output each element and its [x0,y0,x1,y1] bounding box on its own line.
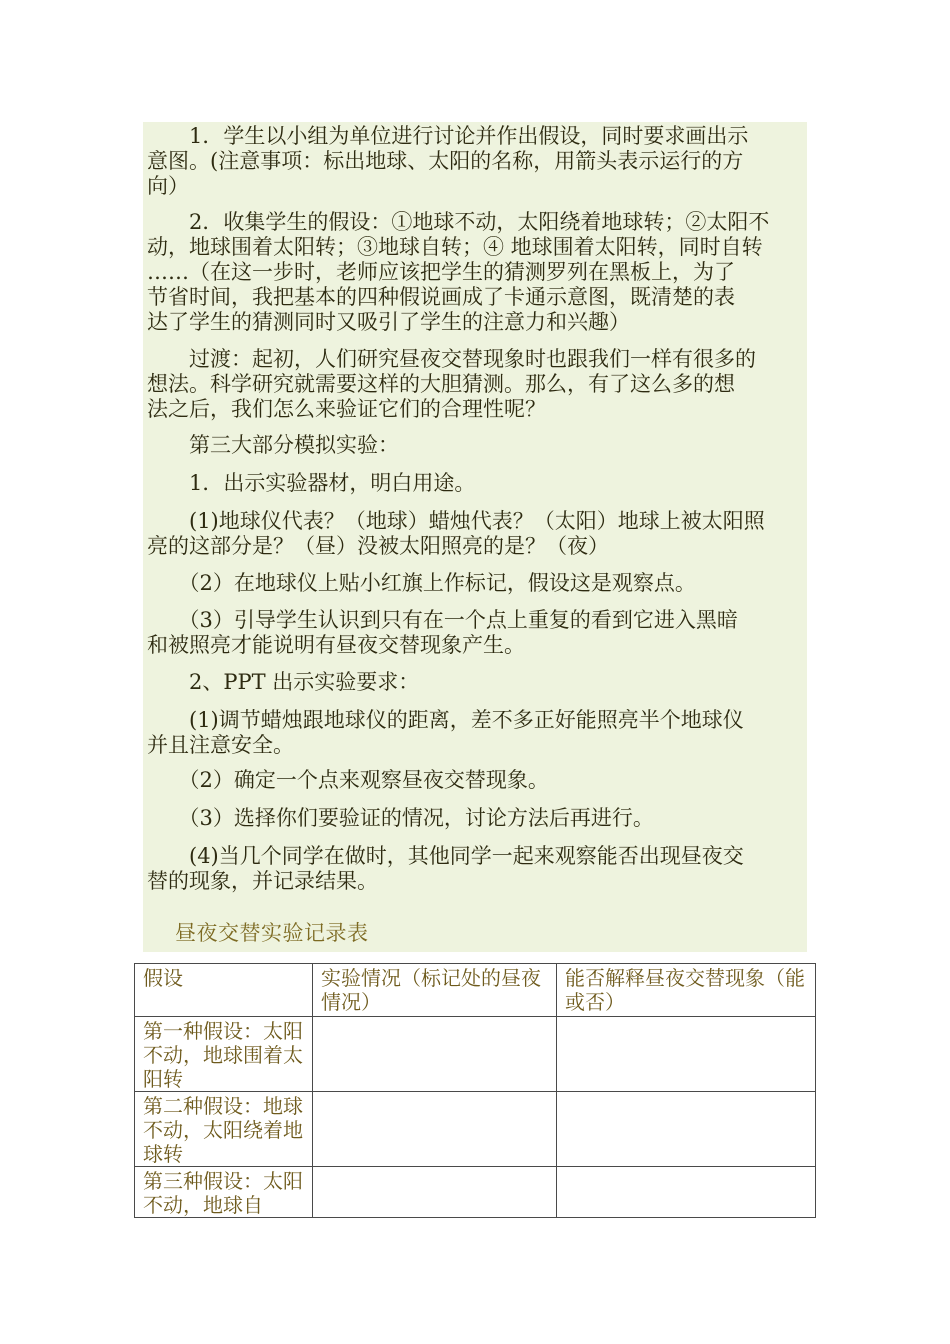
paragraph-part-three-title [147,433,807,458]
explain-cell [557,1167,816,1218]
text-line: 意图。(注意事项：标出地球、太阳的名称，用箭头表示运行的方 [147,149,744,173]
result-cell [313,1092,557,1167]
result-cell [313,1167,557,1218]
table-header-row [135,964,816,1017]
paragraph-choose-point [147,768,807,793]
paragraph-collect-hypotheses [147,210,807,335]
paragraph-show-equipment [147,471,807,496]
text-line: 法之后，我们怎么来验证它们的合理性呢？ [147,397,546,421]
explain-cell [557,1017,816,1092]
table-row [135,1092,816,1167]
text-line: (4)当几个同学在做时，其他同学一起来观察能否出现昼夜交 [147,844,744,868]
text-line: 并且注意安全。 [147,733,294,757]
text-line: 向） [147,174,189,198]
hypothesis-cell: 第三种假设：太阳不动，地球自 [135,1167,313,1218]
text-line: 过渡：起初，人们研究昼夜交替现象时也跟我们一样有很多的 [147,347,756,371]
paragraph-choose-case [147,806,807,831]
hypothesis-cell: 第二种假设：地球不动，太阳绕着地球转 [135,1092,313,1167]
paragraph-group-hypothesis-step [147,124,807,199]
header-hypothesis: 假设 [135,964,313,1017]
text-line: （3）引导学生认识到只有在一个点上重复的看到它进入黑暗 [147,608,738,632]
text-line: (1)调节蜡烛跟地球仪的距离，差不多正好能照亮半个地球仪 [147,708,744,732]
header-experiment-result: 实验情况（标记处的昼夜情况） [313,964,557,1017]
lesson-plan-text-block [143,122,807,952]
text-line: 2．收集学生的假设：①地球不动，太阳绕着地球转；②太阳不 [147,210,770,234]
experiment-record-table [134,963,816,1218]
explain-cell [557,1092,816,1167]
paragraph-mark-flag [147,571,807,596]
hypothesis-cell: 第一种假设：太阳不动，地球围着太阳转 [135,1017,313,1092]
table-row [135,1167,816,1218]
paragraph-observation-guide [147,608,807,658]
paragraph-equipment-questions [147,509,807,559]
result-cell [313,1017,557,1092]
text-line: 1．学生以小组为单位进行讨论并作出假设，同时要求画出示 [147,124,749,148]
text-line: 达了学生的猜测同时又吸引了学生的注意力和兴趣） [147,310,630,334]
text-line: 和被照亮才能说明有昼夜交替现象产生。 [147,633,525,657]
text-line: 想法。科学研究就需要这样的大胆猜测。那么，有了这么多的想 [147,372,735,396]
text-line: 替的现象，并记录结果。 [147,869,378,893]
text-line: 动，地球围着太阳转；③地球自转；④ 地球围着太阳转，同时自转 [147,235,763,259]
text-line: (1)地球仪代表？（地球）蜡烛代表？（太阳）地球上被太阳照 [147,509,765,533]
text-line: ……（在这一步时，老师应该把学生的猜测罗列在黑板上，为了 [147,260,735,284]
paragraph-adjust-candle [147,708,807,758]
paragraph-transition [147,347,807,422]
text-line: （3）选择你们要验证的情况，讨论方法后再进行。 [147,806,654,830]
text-line: 2、PPT 出示实验要求： [147,670,420,694]
text-line: （2）在地球仪上贴小红旗上作标记，假设这是观察点。 [147,571,696,595]
text-line: 1．出示实验器材，明白用途。 [147,471,476,495]
table-row [135,1017,816,1092]
record-table-heading: 昼夜交替实验记录表 [175,921,369,945]
paragraph-ppt-requirements [147,670,807,695]
text-line: 节省时间，我把基本的四种假说画成了卡通示意图，既清楚的表 [147,285,735,309]
paragraph-observe-record [147,844,807,894]
text-line: （2）确定一个点来观察昼夜交替现象。 [147,768,549,792]
header-can-explain: 能否解释昼夜交替现象（能或否） [557,964,816,1017]
text-line: 亮的这部分是？（昼）没被太阳照亮的是？（夜） [147,534,609,558]
text-line: 第三大部分模拟实验： [147,433,399,457]
